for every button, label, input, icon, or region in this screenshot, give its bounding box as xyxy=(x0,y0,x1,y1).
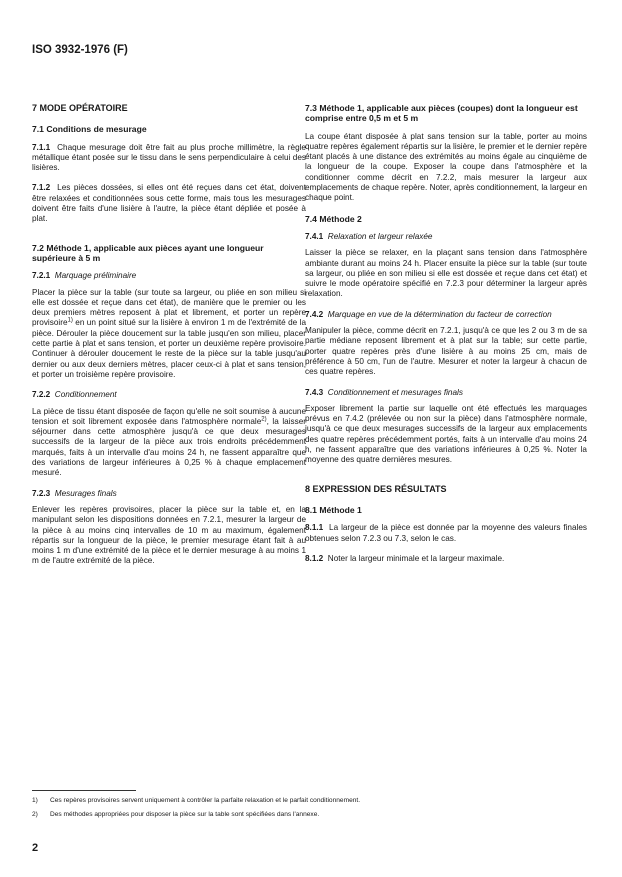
section-7-4-title: 7.4 Méthode 2 xyxy=(305,213,362,224)
subsection-number: 7.2.2 xyxy=(32,390,51,400)
paragraph-text-cont: en un point situé sur la lisière à environ 1 m de l'extrémité de la pièce. Dérouler la pièce doucement sur la table jusqu'en son milieu, placer cette partie à plat et sans tension, et porter un deuxième repère provisoire. Continuer à dérouler doucement le reste de la pièce sur la table jusqu'au dernier ou aux deux derniers mètres, placer ceux-ci à plat et sans tension, et porter un troisième repère provisoire. xyxy=(32,318,306,379)
paragraph-text: Chaque mesurage doit être fait au plus proche millimètre, la règle métallique étant posée sur le tissu dans le sens perpendiculaire à celui des lisières. xyxy=(32,142,306,173)
footnote-ref-2: 2) xyxy=(261,416,267,423)
paragraph-7-4-1: Laisser la pièce se relaxer, en la plaçant sans tension dans l'atmosphère ambiante durant au moins 24 h. Placer ensuite la pièce sur la table (sur toute sa largeur, ou pliée en son milieu si elle est dossée et reçue dans cet état) et suivre le mode opératoire spécifié en 7.2.3 pour déterminer la largeur après relaxation. xyxy=(305,248,587,299)
left-column xyxy=(32,103,306,577)
footnote-2 xyxy=(32,811,592,819)
paragraph-7-1-1 xyxy=(32,143,306,174)
paragraph-text: Noter la largeur minimale et la largeur maximale. xyxy=(327,553,505,563)
paragraph-text: Placer la pièce sur la table (sur toute sa largeur, ou pliée en son milieu si elle est dossée et reçue dans cet état), de manière que le premier ou les deux premiers mètres reposent à plat et librement, et porter un repère provisoire xyxy=(32,287,306,328)
paragraph-7-4-3: Exposer librement la partie sur laquelle ont été effectués les marquages prévus en 7.4.2 (prélevée ou non sur la pièce) dans l'atmosphère normale, jusqu'à ce que deux mesurages successifs de la largeur aux emplacements des quatre repères précédemment portés, faits à un intervalle d'au moins 24 h, ne fassent apparaître que des variations inférieures à 0,25 %. Noter la moyenne des quatre dernières mesures. xyxy=(305,403,587,465)
subsection-7-2-3-title xyxy=(32,489,306,499)
footnote-divider xyxy=(32,790,136,791)
paragraph-number: 8.1.2 xyxy=(305,553,324,563)
footnote-1 xyxy=(32,797,592,805)
subsection-number: 7.2.1 xyxy=(32,271,51,281)
paragraph-text-cont: , la laisser séjourner dans cette atmosphère jusqu'à ce que deux mesurages successifs de la largeur de la pièce aux trois endroits précédemment marqués, faits à un intervalle d'au moins 24 h, ne fassent apparaître que des variations de largeur inférieures à 0,25 % à chaque emplacement mesuré. xyxy=(32,416,306,478)
subsection-number: 7.4.2 xyxy=(305,309,324,319)
paragraph-text: La pièce de tissu étant disposée de façon qu'elle ne soit soumise à aucune tension et soit librement exposée dans l'atmosphère normale xyxy=(32,406,306,426)
subsection-7-2-1-title xyxy=(32,271,306,281)
subsection-heading: Mesurages finals xyxy=(54,488,117,498)
section-7-3-title: 7.3 Méthode 1, applicable aux pièces (coupes) dont la longueur est comprise entre 0,5 m et 5 m xyxy=(305,103,578,124)
paragraph-number: 7.1.1 xyxy=(32,142,51,152)
subsection-7-4-2-title xyxy=(305,310,587,320)
paragraph-7-4-2: Manipuler la pièce, comme décrit en 7.2.1, jusqu'à ce que les 2 ou 3 m de sa partie médiane reposent librement et à plat sur la table; sur cette partie, porter quatre repères près d'une lisière à au moins 25 cm, mais de préférence à 50 cm, l'un de l'autre. Mesurer et noter la largeur à chacun de ces quatre repères. xyxy=(305,326,587,377)
subsection-7-4-3-title xyxy=(305,388,587,398)
section-8-1-title: 8.1 Méthode 1 xyxy=(305,504,362,515)
section-7-1-title: 7.1 Conditions de mesurage xyxy=(32,124,147,135)
paragraph-text: Les pièces dossées, si elles ont été reçues dans cet état, doivent être relaxées et conditionnées sous cette forme, mais tous les mesurages doivent être faits d'une lisière à l'autre, la pièce étant dépliée et posée à plat. xyxy=(32,183,306,224)
page-number: 2 xyxy=(32,842,39,854)
paragraph-7-2-2 xyxy=(32,407,306,479)
subsection-heading: Marquage en vue de la détermination du facteur de correction xyxy=(327,309,552,319)
paragraph-8-1-2 xyxy=(305,554,587,564)
paragraph-number: 7.1.2 xyxy=(32,183,51,193)
footnote-mark: 2) xyxy=(32,811,38,818)
paragraph-7-2-3: Enlever les repères provisoires, placer la pièce sur la table et, en la manipulant selon les dispositions données en 7.2.1, mesurer la largeur de la pièce à au moins cinq intervalles de 10 m au maximum, également répartis sur la longueur de la pièce, le premier mesurage étant fait à au moins 1 m d'une extrémité de la pièce et le dernier mesurage à au moins 1 m de l'autre extrémité de la pièce. xyxy=(32,504,306,566)
footnote-text: Ces repères provisoires servent uniquement à contrôler la parfaite relaxation et le parfait conditionnement. xyxy=(50,797,361,804)
document-header: ISO 3932-1976 (F) xyxy=(32,44,128,56)
section-7-title: 7 MODE OPÉRATOIRE xyxy=(32,103,128,113)
paragraph-7-2-1 xyxy=(32,288,306,381)
section-8-title: 8 EXPRESSION DES RÉSULTATS xyxy=(305,483,447,494)
footnote-text: Des méthodes appropriées pour disposer la pièce sur la table sont spécifiées dans l'annexe. xyxy=(50,811,320,818)
paragraph-7-1-2 xyxy=(32,183,306,224)
subsection-heading: Conditionnement xyxy=(54,390,117,400)
footnote-ref-1: 1) xyxy=(67,317,73,324)
subsection-number: 7.2.3 xyxy=(32,488,51,498)
subsection-number: 7.4.1 xyxy=(305,231,324,241)
subsection-7-2-2-title xyxy=(32,390,306,400)
subsection-heading: Marquage préliminaire xyxy=(54,271,137,281)
section-7-2-title: 7.2 Méthode 1, applicable aux pièces ayant une longueur supérieure à 5 m xyxy=(32,242,264,263)
subsection-7-4-1-title xyxy=(305,232,587,242)
subsection-number: 7.4.3 xyxy=(305,387,324,397)
right-column xyxy=(305,103,587,574)
footnote-mark: 1) xyxy=(32,797,38,804)
paragraph-7-3: La coupe étant disposée à plat sans tension sur la table, porter au moins quatre repères également répartis sur la lisière, le premier et le dernier repère étant placés à une distance des extrémités au moins égale au cinquième de la longueur de la coupe. Exposer la coupe dans l'atmosphère et la conditionner comme décrit en 7.2.2, mais mesurer la largeur aux emplacements de chaque repère. Noter, après conditionnement, la largeur en chaque point. xyxy=(305,131,587,203)
paragraph-text: La largeur de la pièce est donnée par la moyenne des valeurs finales obtenues selon 7.2.3 ou 7.3, selon le cas. xyxy=(305,523,587,543)
subsection-heading: Relaxation et largeur relaxée xyxy=(327,231,433,241)
paragraph-8-1-1 xyxy=(305,523,587,544)
paragraph-number: 8.1.1 xyxy=(305,523,324,533)
subsection-heading: Conditionnement et mesurages finals xyxy=(327,387,463,397)
